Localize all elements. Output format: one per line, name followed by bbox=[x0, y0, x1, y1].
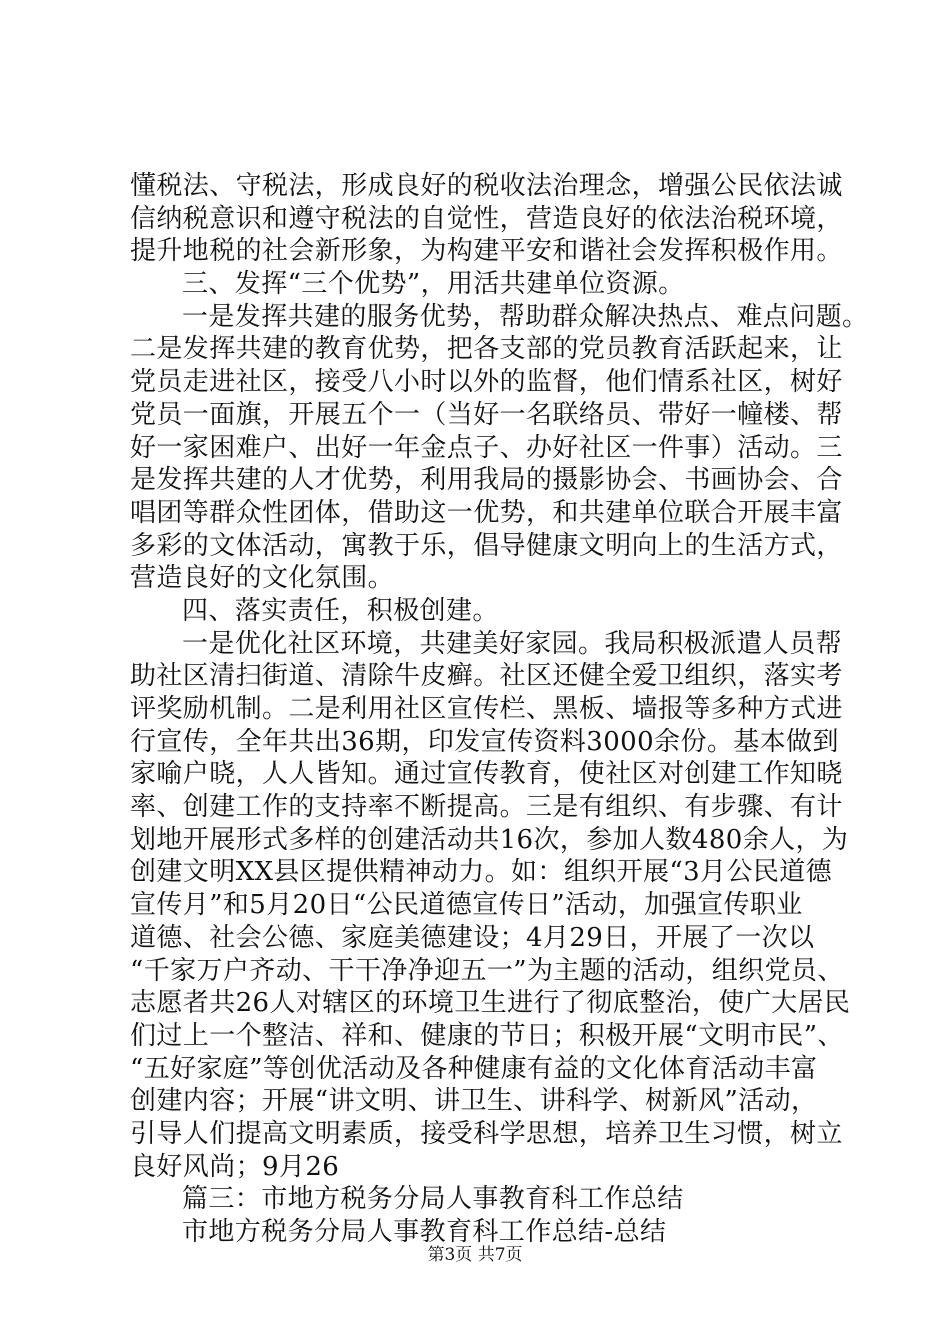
text-line: 志愿者共26人对辖区的环境卫生进行了彻底整治，使广大居民 bbox=[130, 988, 851, 1019]
text-line: 党员走进社区，接受八小时以外的监督，他们情系社区，树好 bbox=[130, 367, 843, 398]
page-number-footer: 第3页 共7页 bbox=[427, 1245, 523, 1265]
text-line: 家喻户晓，人人皆知。通过宣传教育，使社区对创建工作知晓 bbox=[130, 759, 843, 790]
text-line: 一是发挥共建的服务优势，帮助群众解决热点、难点问题。 bbox=[182, 301, 869, 332]
text-line: 一是优化社区环境，共建美好家园。我局积极派遣人员帮 bbox=[182, 628, 843, 659]
document-body bbox=[130, 170, 869, 1249]
text-line: 划地开展形式多样的创建活动共16次，参加人数480余人，为 bbox=[130, 824, 849, 855]
text-line: 懂税法、守税法，形成良好的税收法治理念，增强公民依法诚 bbox=[130, 171, 843, 201]
text-line: 道德、社会公德、家庭美德建设；4月29日，开展了一次以 bbox=[130, 922, 815, 953]
section-heading: 四、落实责任，积极创建。 bbox=[182, 595, 499, 626]
text-line: 多彩的文体活动，寓教于乐，倡导健康文明向上的生活方式， bbox=[130, 530, 843, 561]
chapter-title: 市地方税务分局人事教育科工作总结-总结 bbox=[182, 1217, 667, 1247]
text-line: “五好家庭”等创优活动及各种健康有益的文化体育活动丰富 bbox=[130, 1053, 818, 1084]
text-line: 助社区清扫街道、清除牛皮癣。社区还健全爱卫组织，落实考 bbox=[130, 661, 843, 692]
text-line: 好一家困难户、出好一年金点子、办好社区一件事）活动。三 bbox=[130, 432, 843, 463]
text-line: 宣传月”和5月20日“公民道德宣传日”活动，加强宣传职业 bbox=[130, 890, 803, 921]
text-line: 们过上一个整洁、祥和、健康的节日；积极开展“文明市民”、 bbox=[130, 1020, 844, 1051]
chapter-heading: 篇三：市地方税务分局人事教育科工作总结 bbox=[182, 1184, 684, 1215]
text-line: 是发挥共建的人才优势，利用我局的摄影协会、书画协会、合 bbox=[130, 465, 843, 496]
section-heading: 三、发挥“三个优势”，用活共建单位资源。 bbox=[182, 269, 685, 300]
text-line: 引导人们提高文明素质，接受科学思想，培养卫生习惯，树立 bbox=[130, 1118, 843, 1149]
text-line: 营造良好的文化氛围。 bbox=[130, 563, 395, 594]
text-line: 党员一面旗，开展五个一（当好一名联络员、带好一幢楼、帮 bbox=[130, 399, 843, 430]
text-line: 提升地税的社会新形象，为构建平安和谐社会发挥积极作用。 bbox=[130, 236, 843, 267]
text-line: 二是发挥共建的教育优势，把各支部的党员教育活跃起来，让 bbox=[130, 334, 843, 365]
text-line: “千家万户齐动、干干净净迎五一”为主题的活动，组织党员、 bbox=[130, 955, 844, 986]
text-line: 唱团等群众性团体，借助这一优势，和共建单位联合开展丰富 bbox=[130, 497, 843, 528]
text-line: 创建文明XX县区提供精神动力。如：组织开展“3月公民道德 bbox=[130, 857, 833, 888]
text-line: 良好风尚；9月26 bbox=[130, 1151, 340, 1182]
text-line: 行宣传，全年共出36期，印发宣传资料3000余份。基本做到 bbox=[130, 726, 839, 757]
text-line: 创建内容；开展“讲文明、讲卫生、讲科学、树新风”活动， bbox=[130, 1086, 818, 1117]
text-line: 评奖励机制。二是利用社区宣传栏、黑板、墙报等多种方式进 bbox=[130, 694, 843, 724]
text-line: 信纳税意识和遵守税法的自觉性，营造良好的依法治税环境， bbox=[130, 203, 843, 234]
text-line: 率、创建工作的支持率不断提高。三是有组织、有步骤、有计 bbox=[130, 792, 843, 823]
